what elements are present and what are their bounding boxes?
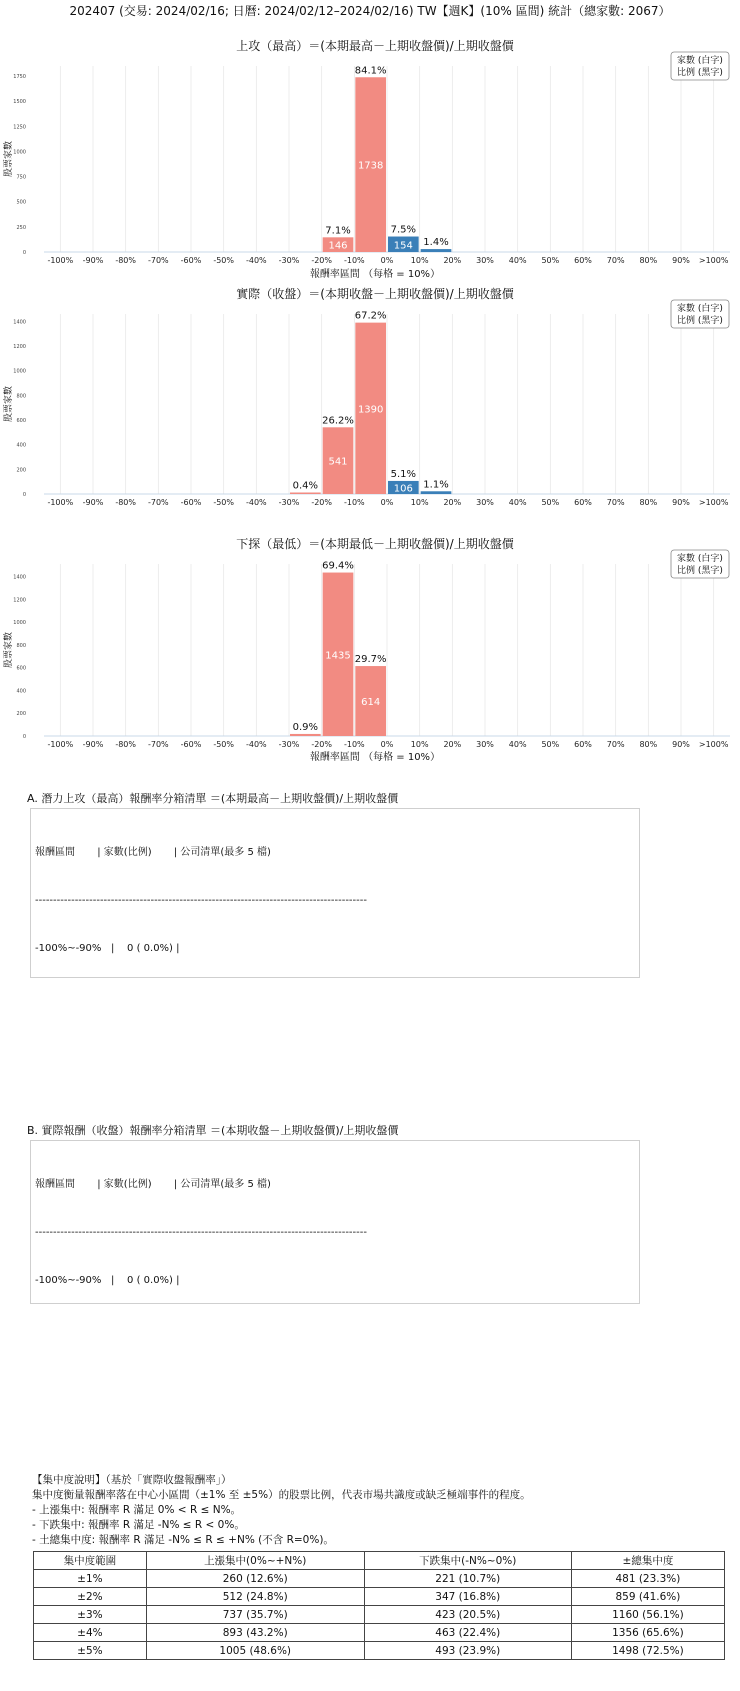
x-tick-label: -20%	[311, 498, 333, 507]
table-cell: 512 (24.8%)	[146, 1588, 364, 1606]
table-cell: ±4%	[34, 1624, 147, 1642]
bar-count-label: 614	[361, 697, 381, 709]
legend-line: 家數 (白字)	[677, 304, 723, 314]
table-cell: 347 (16.8%)	[364, 1588, 571, 1606]
table-cell: ±1%	[34, 1570, 147, 1588]
chart-actual-close	[0, 278, 740, 528]
x-tick-label: 90%	[672, 256, 690, 265]
table-row	[34, 1606, 725, 1624]
bar-count-label: 541	[328, 456, 348, 468]
x-tick-label: 30%	[476, 498, 494, 507]
x-tick-label: 30%	[476, 740, 494, 749]
x-tick-label: -100%	[47, 256, 74, 265]
notes-line: - 土總集中度: 報酬率 R 滿足 -N% ≤ R ≤ +N% (不含 R=0%)。	[32, 1534, 334, 1546]
x-tick-label: 50%	[541, 498, 560, 507]
x-tick-label: 60%	[574, 498, 592, 507]
table-cell: ±2%	[34, 1588, 147, 1606]
bar-count-label: 146	[328, 240, 348, 252]
y-tick-label: 1500	[13, 99, 26, 106]
legend-line: 比例 (黑字)	[677, 566, 723, 576]
section-a-box	[30, 808, 640, 978]
bar-pct-label: 1.4%	[423, 237, 449, 249]
x-axis-label: 報酬率區間 （每格 = 10%）	[309, 752, 441, 763]
bar-count-label: 106	[393, 483, 413, 495]
table-cell: 423 (20.5%)	[364, 1606, 571, 1624]
table-cell: 737 (35.7%)	[146, 1606, 364, 1624]
x-tick-label: -70%	[147, 740, 169, 749]
table-cell: 221 (10.7%)	[364, 1570, 571, 1588]
x-tick-label: 20%	[443, 256, 462, 265]
table-cell: 1005 (48.6%)	[146, 1642, 364, 1660]
x-tick-label: 70%	[606, 498, 625, 507]
chart-upside-high-svg	[0, 30, 740, 290]
x-tick-label: -30%	[278, 740, 300, 749]
chart-title: 下探（最低）＝(本期最低－上期收盤價)/上期收盤價	[236, 537, 514, 551]
chart-downside-low-svg	[0, 528, 740, 788]
x-tick-label: -10%	[343, 740, 365, 749]
bar-count-label: 1435	[325, 650, 351, 662]
page-title: 202407 (交易: 2024/02/16; 日曆: 2024/02/12–2024/02/16) TW【週K】(10% 區間) 統計（總家數: 2067）	[69, 4, 671, 18]
table-cell: ±5%	[34, 1642, 147, 1660]
bar-pct-label: 26.2%	[322, 415, 354, 427]
table-header-cell: 集中度範圍	[34, 1552, 147, 1570]
x-tick-label: -70%	[147, 256, 169, 265]
y-tick-label: 1000	[13, 620, 26, 627]
y-tick-label: 400	[16, 442, 26, 449]
table-cell: 260 (12.6%)	[146, 1570, 364, 1588]
x-tick-label: 40%	[508, 498, 527, 507]
x-tick-label: 0%	[380, 256, 394, 265]
x-tick-label: -90%	[82, 740, 104, 749]
x-tick-label: 80%	[639, 498, 658, 507]
table-row	[34, 1588, 725, 1606]
chart-title: 實際（收盤）＝(本期收盤－上期收盤價)/上期收盤價	[236, 287, 514, 301]
y-tick-label: 1750	[13, 74, 26, 81]
x-tick-label: -40%	[245, 256, 267, 265]
y-tick-label: 750	[16, 174, 26, 181]
x-tick-label: 40%	[508, 256, 527, 265]
chart-upside-high	[0, 30, 740, 290]
x-tick-label: >100%	[698, 256, 729, 265]
x-tick-label: 80%	[639, 740, 658, 749]
legend	[671, 52, 729, 80]
y-tick-label: 800	[16, 393, 26, 400]
bar-pct-label: 29.7%	[354, 654, 387, 666]
bar-pct-label: 0.4%	[292, 480, 319, 492]
x-tick-label: -10%	[343, 498, 365, 507]
table-row	[34, 1642, 725, 1660]
bar-pct-label: 5.1%	[390, 468, 417, 480]
x-tick-label: -60%	[180, 740, 202, 749]
section-a-line: --------------------------------------------------------------------------------------------	[35, 895, 367, 906]
x-tick-label: >100%	[698, 498, 729, 507]
bar-count-label: 1390	[357, 404, 384, 416]
x-tick-label: -20%	[311, 740, 333, 749]
x-tick-label: -60%	[180, 498, 202, 507]
y-axis-label: 股票家數	[4, 385, 14, 423]
notes-line: 集中度衡量報酬率落在中心小區間（±1% 至 ±5%）的股票比例，代表市場共識度或缺乏極端事件的程度。	[32, 1489, 531, 1501]
section-b-box	[30, 1140, 640, 1304]
x-tick-label: 0%	[380, 740, 394, 749]
section-a-line: 報酬區間 | 家數(比例) | 公司清單(最多 5 檔)	[35, 847, 271, 858]
y-tick-label: 0	[22, 492, 26, 498]
x-tick-label: 40%	[508, 740, 527, 749]
x-tick-label: >100%	[698, 740, 729, 749]
x-tick-label: -80%	[115, 256, 137, 265]
y-tick-label: 800	[16, 642, 26, 649]
bar-pct-label: 0.9%	[292, 721, 319, 733]
x-tick-label: -40%	[245, 740, 267, 749]
y-tick-label: 1000	[13, 368, 26, 375]
legend-line: 家數 (白字)	[677, 56, 723, 66]
legend-line: 家數 (白字)	[677, 554, 723, 564]
x-tick-label: -90%	[82, 256, 104, 265]
bar	[421, 249, 452, 252]
y-tick-label: 600	[16, 665, 26, 672]
x-tick-label: 60%	[574, 256, 592, 265]
table-header-cell: ±總集中度	[571, 1552, 724, 1570]
table-cell: 481 (23.3%)	[571, 1570, 724, 1588]
section-b-line: -100%~-90% | 0 ( 0.0%) |	[35, 1275, 180, 1286]
x-tick-label: 10%	[410, 498, 429, 507]
x-tick-label: -60%	[180, 256, 202, 265]
table-header-cell: 下跌集中(-N%~0%)	[364, 1552, 571, 1570]
y-tick-label: 1400	[13, 574, 26, 581]
x-tick-label: -90%	[82, 498, 104, 507]
y-tick-label: 1400	[13, 319, 26, 326]
x-tick-label: 80%	[639, 256, 658, 265]
y-tick-label: 600	[16, 418, 26, 425]
section-b-line: --------------------------------------------------------------------------------------------	[35, 1227, 367, 1238]
x-tick-label: 50%	[541, 740, 560, 749]
x-tick-label: -100%	[47, 498, 74, 507]
table-cell: 1498 (72.5%)	[571, 1642, 724, 1660]
table-cell: 463 (22.4%)	[364, 1624, 571, 1642]
table-cell: 859 (41.6%)	[571, 1588, 724, 1606]
legend	[671, 550, 729, 578]
bar-pct-label: 69.4%	[322, 560, 354, 572]
y-tick-label: 0	[22, 734, 26, 740]
x-tick-label: 30%	[476, 256, 494, 265]
y-tick-label: 1000	[13, 149, 26, 156]
x-tick-label: 50%	[541, 256, 560, 265]
table-cell: 893 (43.2%)	[146, 1624, 364, 1642]
bar-pct-label: 67.2%	[354, 310, 387, 322]
x-tick-label: -30%	[278, 256, 300, 265]
table-header-cell: 上漲集中(0%~+N%)	[146, 1552, 364, 1570]
x-tick-label: 70%	[606, 256, 625, 265]
concentration-notes	[32, 1473, 531, 1548]
bar-pct-label: 1.1%	[423, 479, 449, 491]
chart-downside-low	[0, 528, 740, 788]
section-b-title: B. 實際報酬（收盤）報酬率分箱清單 ＝(本期收盤－上期收盤價)/上期收盤價	[27, 1124, 399, 1137]
table-header-row	[34, 1552, 725, 1570]
table-row	[34, 1570, 725, 1588]
x-tick-label: 20%	[443, 498, 462, 507]
x-tick-label: -40%	[245, 498, 267, 507]
y-tick-label: 200	[16, 467, 26, 474]
table-cell: 493 (23.9%)	[364, 1642, 571, 1660]
x-tick-label: -10%	[343, 256, 365, 265]
y-tick-label: 200	[16, 711, 26, 718]
x-tick-label: 90%	[672, 740, 690, 749]
x-tick-label: 90%	[672, 498, 690, 507]
x-tick-label: 10%	[410, 740, 429, 749]
chart-title: 上攻（最高）＝(本期最高－上期收盤價)/上期收盤價	[236, 39, 514, 53]
notes-line: - 上漲集中: 報酬率 R 滿足 0% < R ≤ N%。	[32, 1504, 242, 1516]
notes-line: 【集中度說明】（基於「實際收盤報酬率」）	[32, 1474, 232, 1486]
section-a-title: A. 潛力上攻（最高）報酬率分箱清單 ＝(本期最高－上期收盤價)/上期收盤價	[27, 792, 399, 805]
x-tick-label: -50%	[213, 740, 235, 749]
table-row	[34, 1624, 725, 1642]
x-tick-label: 0%	[380, 498, 394, 507]
legend-line: 比例 (黑字)	[677, 68, 723, 78]
bar	[290, 734, 321, 736]
x-tick-label: -80%	[115, 740, 137, 749]
x-tick-label: -30%	[278, 498, 300, 507]
legend-line: 比例 (黑字)	[677, 316, 723, 326]
concentration-table	[33, 1551, 725, 1660]
y-tick-label: 400	[16, 688, 26, 695]
bar-pct-label: 84.1%	[354, 65, 387, 77]
legend	[671, 300, 729, 328]
bar-count-label: 154	[393, 240, 413, 252]
y-axis-label: 股票家數	[4, 631, 14, 669]
section-a-line: -100%~-90% | 0 ( 0.0%) |	[35, 943, 180, 954]
y-tick-label: 1200	[13, 597, 26, 604]
bar-pct-label: 7.1%	[325, 225, 351, 237]
x-tick-label: -50%	[213, 256, 235, 265]
y-tick-label: 0	[22, 250, 26, 256]
x-tick-label: -80%	[115, 498, 137, 507]
y-tick-label: 250	[16, 224, 26, 231]
x-axis-label: 報酬率區間 （每格 = 10%）	[309, 269, 441, 280]
x-tick-label: 10%	[410, 256, 429, 265]
table-cell: 1356 (65.6%)	[571, 1624, 724, 1642]
x-tick-label: -20%	[311, 256, 333, 265]
bar-pct-label: 7.5%	[390, 224, 417, 236]
x-tick-label: -100%	[47, 740, 74, 749]
section-b-line: 報酬區間 | 家數(比例) | 公司清單(最多 5 檔)	[35, 1179, 271, 1190]
x-tick-label: -70%	[147, 498, 169, 507]
bar	[290, 493, 321, 495]
notes-line: - 下跌集中: 報酬率 R 滿足 -N% ≤ R < 0%。	[32, 1519, 245, 1531]
y-tick-label: 1200	[13, 344, 26, 351]
bar	[421, 491, 452, 494]
x-tick-label: 20%	[443, 740, 462, 749]
y-tick-label: 500	[16, 199, 26, 206]
y-axis-label: 股票家數	[4, 140, 14, 178]
bar-count-label: 1738	[357, 160, 384, 172]
x-tick-label: 70%	[606, 740, 625, 749]
table-cell: 1160 (56.1%)	[571, 1606, 724, 1624]
chart-actual-close-svg	[0, 278, 740, 528]
x-tick-label: -50%	[213, 498, 235, 507]
table-cell: ±3%	[34, 1606, 147, 1624]
x-tick-label: 60%	[574, 740, 592, 749]
y-tick-label: 1250	[13, 124, 26, 131]
